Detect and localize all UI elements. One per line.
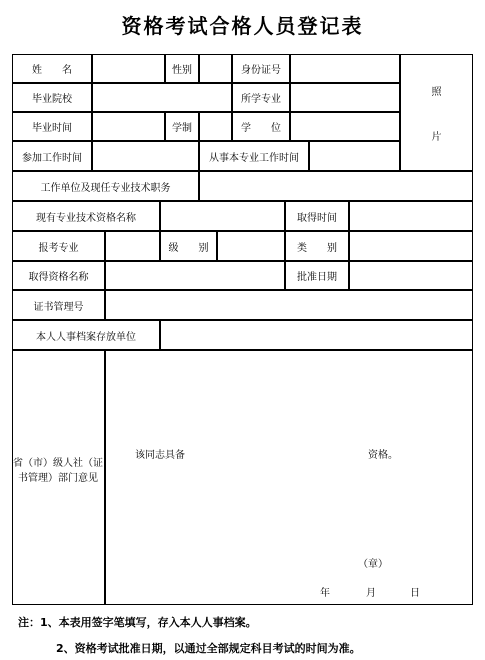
grad-time-field[interactable]: [92, 112, 165, 141]
level-field[interactable]: [217, 231, 285, 261]
employer-label: 工作单位及现任专业技术职务: [12, 171, 199, 201]
work-start-label: 参加工作时间: [12, 141, 92, 171]
gender-label: 性别: [165, 54, 199, 83]
employer-field[interactable]: [199, 171, 473, 201]
qual-name-field[interactable]: [105, 261, 285, 290]
photo-label-top: 照: [431, 86, 442, 98]
obtain-time-label: 取得时间: [285, 201, 349, 231]
note-1: 注：1、本表用签字笔填写，存入本人人事档案。: [18, 616, 257, 629]
opinion-text-left: 该同志具备: [135, 450, 185, 461]
seal-label: （章）: [358, 559, 388, 570]
education-label: 学制: [165, 112, 199, 141]
cert-no-field[interactable]: [105, 290, 473, 320]
photo-box[interactable]: [400, 54, 473, 171]
cert-no-label: 证书管理号: [12, 290, 105, 320]
exam-major-label: 报考专业: [12, 231, 105, 261]
opinion-field[interactable]: [105, 350, 473, 605]
grad-time-label: 毕业时间: [12, 112, 92, 141]
opinion-text-right: 资格。: [368, 450, 398, 461]
level-label: 级 别: [160, 231, 217, 261]
month-label: 月: [366, 588, 376, 599]
id-field[interactable]: [290, 54, 400, 83]
id-label: 身份证号: [232, 54, 290, 83]
degree-label: 学 位: [232, 112, 290, 141]
archive-label: 本人人事档案存放单位: [12, 320, 160, 350]
prof-start-label: 从事本专业工作时间: [199, 141, 309, 171]
form-title: 资格考试合格人员登记表: [121, 14, 364, 38]
school-field[interactable]: [92, 83, 232, 112]
name-label: 姓 名: [12, 54, 92, 83]
work-start-field[interactable]: [92, 141, 199, 171]
gender-field[interactable]: [199, 54, 232, 83]
photo-label-bottom: 片: [431, 131, 442, 143]
year-label: 年: [320, 588, 330, 599]
school-label: 毕业院校: [12, 83, 92, 112]
day-label: 日: [410, 588, 420, 599]
exam-major-field[interactable]: [105, 231, 160, 261]
approve-date-field[interactable]: [349, 261, 473, 290]
archive-field[interactable]: [160, 320, 473, 350]
opinion-label: 省（市）级人社（证书管理）部门意见: [13, 458, 103, 484]
education-field[interactable]: [199, 112, 232, 141]
major-label: 所学专业: [232, 83, 290, 112]
category-label: 类 别: [285, 231, 349, 261]
prof-start-field[interactable]: [309, 141, 400, 171]
approve-date-label: 批准日期: [285, 261, 349, 290]
note-2: 2、资格考试批准日期，以通过全部规定科目考试的时间为准。: [56, 642, 361, 655]
category-field[interactable]: [349, 231, 473, 261]
current-qual-label: 现有专业技术资格名称: [12, 201, 160, 231]
current-qual-field[interactable]: [160, 201, 285, 231]
degree-field[interactable]: [290, 112, 400, 141]
major-field[interactable]: [290, 83, 400, 112]
name-field[interactable]: [92, 54, 165, 83]
obtain-time-field[interactable]: [349, 201, 473, 231]
qual-name-label: 取得资格名称: [12, 261, 105, 290]
